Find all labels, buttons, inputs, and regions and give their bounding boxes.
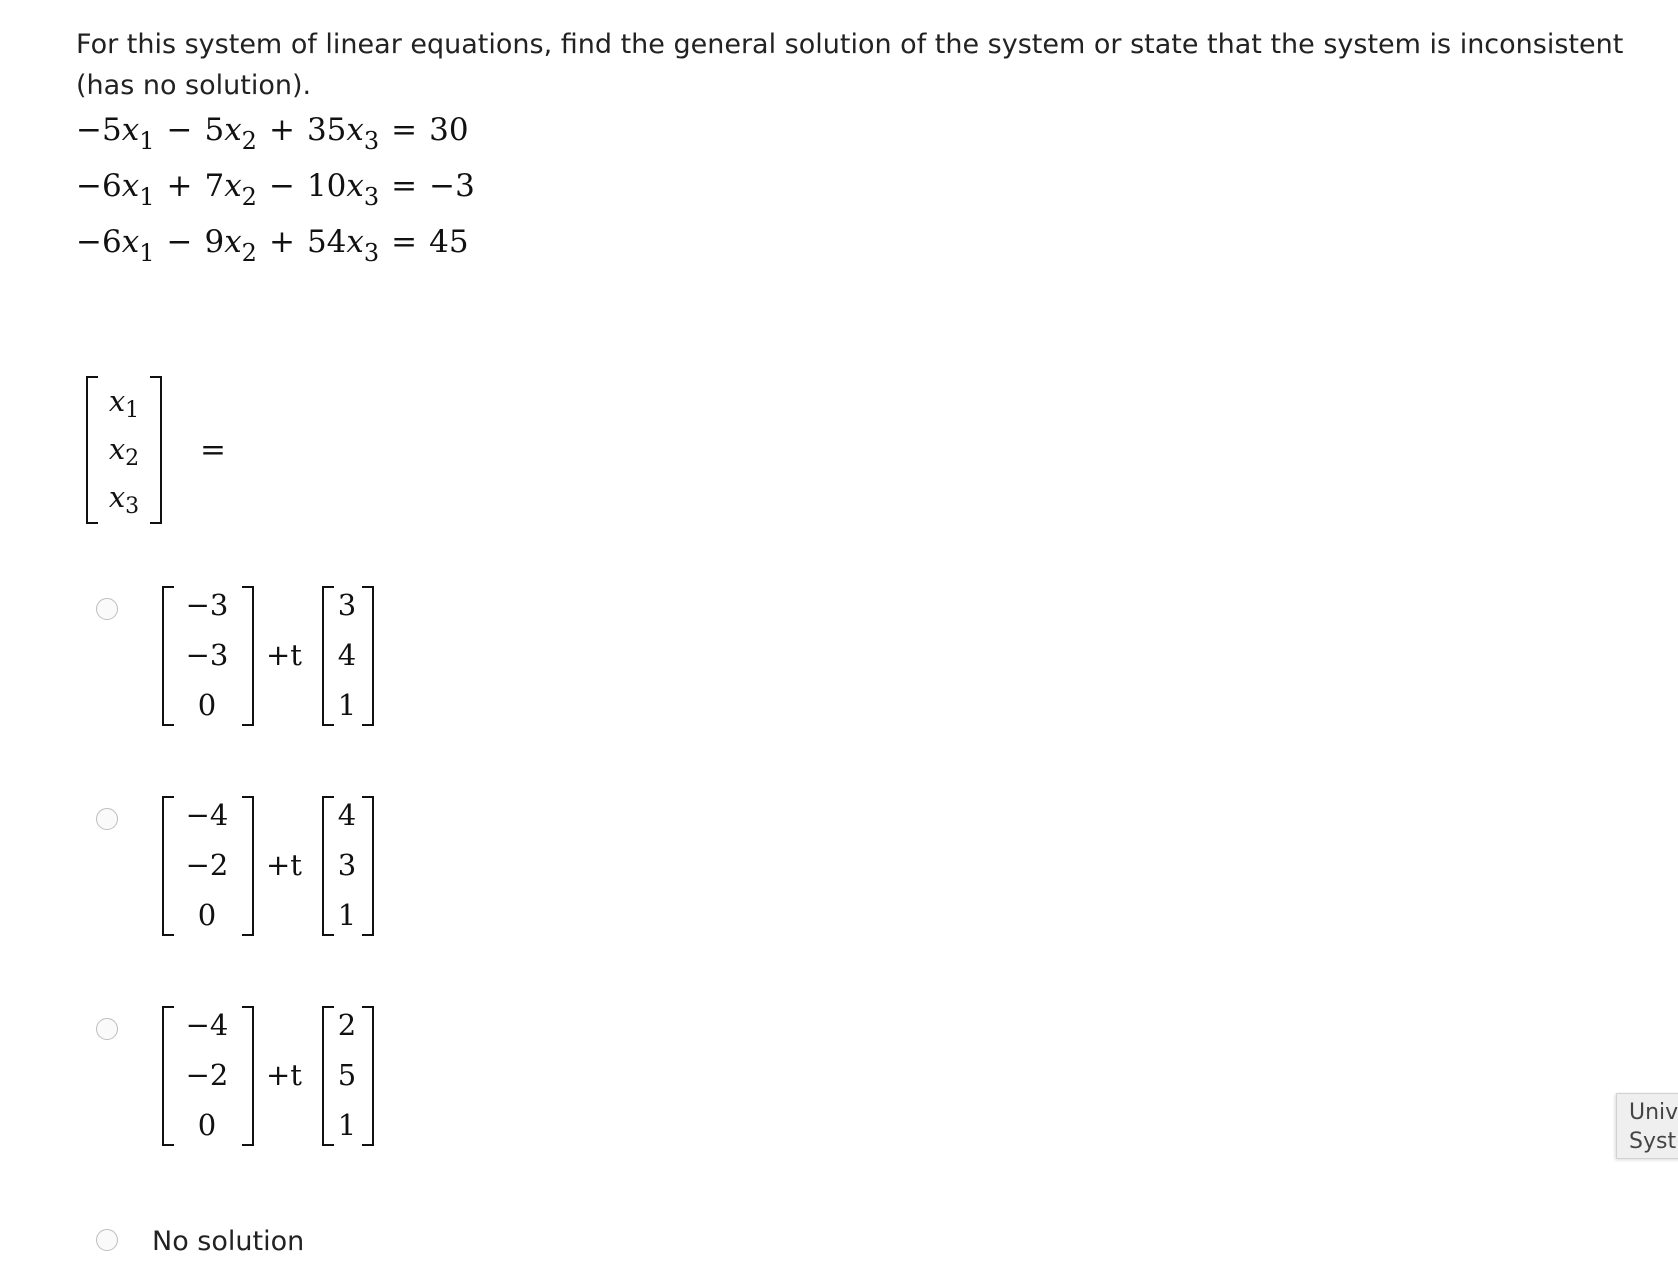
radio-button[interactable] [96,598,118,620]
rhs-value: 30 [429,112,469,148]
particular-entry: −2 [185,1058,229,1092]
answer-option-no-solution[interactable] [96,1222,516,1262]
coefficient: −6 [76,168,122,204]
particular-entry: −2 [185,848,229,882]
equation-row-3: $-6x_1 - 9x_2 + 54x_3 = 45$ [76,224,469,267]
right-bracket [362,796,374,936]
equation-row-1: $-5x_1 - 5x_2 + 35x_3 = 30$ [76,112,469,155]
equation-row-2: $-6x_1 + 7x_2 - 10x_3 = -3$ [76,168,475,211]
vector-entry-x1: $x_1$ [108,384,140,423]
right-bracket [242,1006,254,1146]
option-label: No solution [152,1226,305,1257]
particular-entry: −3 [185,638,229,672]
direction-entry: 3 [337,588,357,622]
direction-entry: 1 [337,898,357,932]
right-bracket [362,586,374,726]
particular-entry: −4 [185,798,229,832]
right-bracket [242,796,254,936]
direction-entry: 2 [337,1008,357,1042]
answer-option-2[interactable] [96,796,516,946]
rhs-value: −3 [429,168,475,204]
answer-option-1[interactable] [96,586,516,736]
coefficient: −5 [76,112,122,148]
answer-option-3[interactable] [96,1006,516,1156]
direction-entry: 3 [337,848,357,882]
variable-vector [86,376,166,524]
coefficient: 54 [306,224,347,260]
coefficient: −6 [76,224,122,260]
left-bracket [86,376,98,524]
right-bracket [362,1006,374,1146]
particular-entry: −3 [185,588,229,622]
coefficient: 7 [204,168,225,204]
particular-entry: 0 [197,688,217,722]
rhs-value: 45 [429,224,469,260]
vector-entry-x2: $x_2$ [108,432,140,471]
equals-sign: = [200,432,226,468]
question-prompt: For this system of linear equations, find the general solution of the system or state that the system is inconsistent (has no solution). [76,29,1624,101]
particular-entry: −4 [185,1008,229,1042]
direction-entry: 1 [337,688,357,722]
radio-button[interactable] [96,1018,118,1040]
coefficient: 5 [204,112,225,148]
side-tab[interactable]: Univ Syst [1616,1093,1678,1159]
direction-entry: 5 [337,1058,357,1092]
particular-entry: 0 [197,898,217,932]
direction-entry: 4 [337,638,357,672]
particular-entry: 0 [197,1108,217,1142]
parameter-term: +t [266,1058,302,1092]
direction-entry: 4 [337,798,357,832]
coefficient: 35 [306,112,347,148]
parameter-term: +t [266,638,302,672]
direction-entry: 1 [337,1108,357,1142]
parameter-term: +t [266,848,302,882]
coefficient: 10 [306,168,347,204]
vector-entry-x3: $x_3$ [108,480,140,519]
right-bracket [242,586,254,726]
right-bracket [150,376,162,524]
radio-button[interactable] [96,808,118,830]
coefficient: 9 [204,224,225,260]
radio-button[interactable] [96,1229,118,1251]
